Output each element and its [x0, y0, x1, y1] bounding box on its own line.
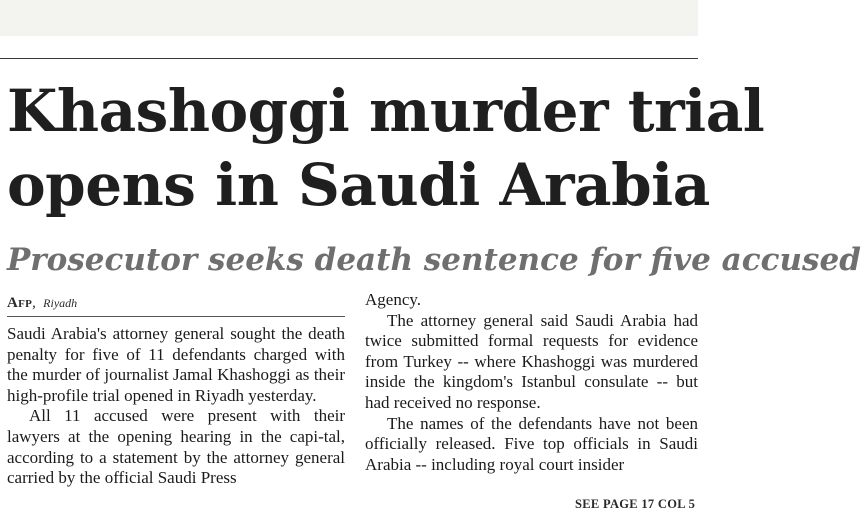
- continued-jump-line: SEE PAGE 17 COL 5: [575, 497, 696, 511]
- article-paragraph: The attorney general said Saudi Arabia had twice submitted formal requests for evidence from Turkey -- where Khashoggi was murdered inside the kingdom's Istanbul consulate -- but had received no response.: [365, 310, 698, 412]
- article-column-left: [7, 290, 345, 489]
- article-paragraph: The names of the defendants have not been officially released. Five top officials in Saudi Arabia -- including royal court insider: [365, 413, 698, 474]
- article-headline: [7, 74, 767, 222]
- byline-separator: ,: [32, 295, 36, 311]
- article-subheadline: Prosecutor seeks death sentence for five accused: [7, 242, 861, 278]
- article-paragraph-continued: Agency.: [365, 290, 422, 309]
- page-header-band: [0, 0, 698, 36]
- headline-line-1: Khashoggi murder trial: [7, 77, 765, 145]
- byline-agency: Afp: [7, 295, 33, 311]
- article-column-right: [365, 290, 725, 475]
- byline-location: Riyadh: [43, 296, 78, 310]
- section-divider-rule: [0, 58, 698, 59]
- article-paragraph: Saudi Arabia's attorney general sought the death penalty for five of 11 defendants charged with the murder of journalist Jamal Khashoggi as their high-profile trial opened in Riyadh yesterday.: [7, 324, 345, 405]
- article-paragraph: All 11 accused were present with their lawyers at the opening hearing in the capi-tal, according to a statement by the attorney general carried by the official Saudi Press: [7, 406, 345, 488]
- byline: [7, 290, 345, 317]
- headline-line-2: opens in Saudi Arabia: [7, 151, 710, 219]
